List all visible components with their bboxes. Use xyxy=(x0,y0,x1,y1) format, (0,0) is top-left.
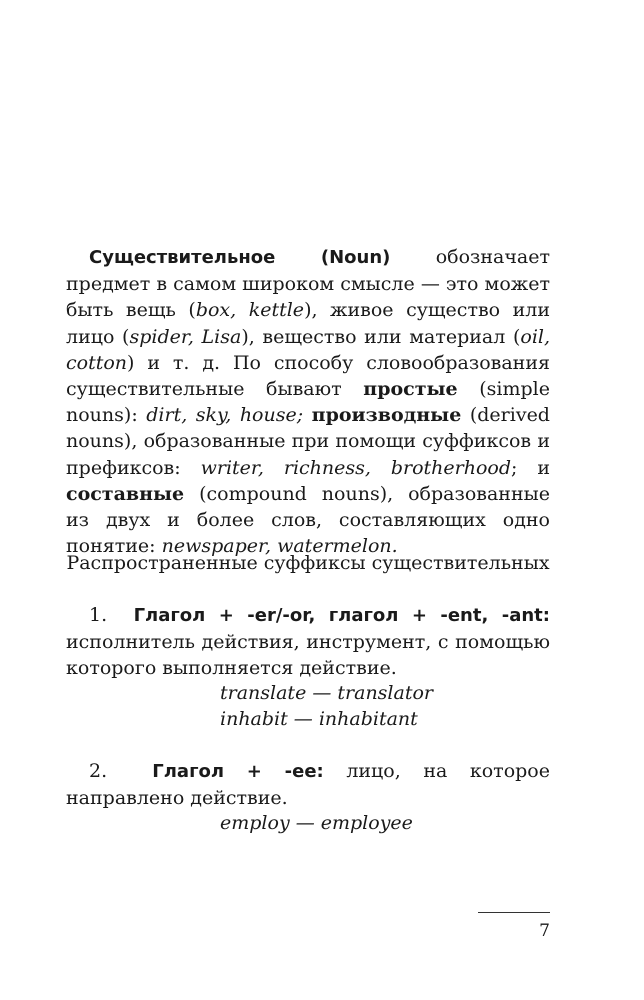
example-things: box, kettle xyxy=(195,299,305,322)
text-segment xyxy=(303,404,312,426)
example-compound: newspaper, watermelon. xyxy=(161,535,398,558)
text-segment: ), живое существо или лицо ( xyxy=(66,299,551,348)
item-number: 1. xyxy=(89,604,108,626)
term-noun: Существительное (Noun) xyxy=(89,247,391,268)
item-description: лицо, на которое направлено действие. xyxy=(66,760,550,810)
text-segment: (derived nouns), образованные при помощи суффиксов и префиксов: xyxy=(66,404,550,479)
item-rule: Глагол + -ee: xyxy=(152,761,324,782)
item-rule: Глагол + -er/-or, глагол + -ent, -ant: xyxy=(133,605,550,626)
suffix-item-2 xyxy=(66,758,550,811)
simple-nouns-label: простые xyxy=(363,378,458,401)
page-number: 7 xyxy=(539,921,550,941)
item-number: 2. xyxy=(89,760,108,782)
text-segment: ) и т. д. По способу словообразования существительные бывают xyxy=(66,351,550,401)
text-segment: (simple nouns): xyxy=(66,378,550,427)
example-derived: writer, richness, brotherhood xyxy=(200,456,512,479)
text-segment: (compound nouns), образованные из двух и более слов, составляющих одно понятие: xyxy=(66,482,550,558)
footer-rule xyxy=(478,912,550,913)
example-simple: dirt, sky, house; xyxy=(146,404,304,427)
example-pair: inhabit — inhabitant xyxy=(220,708,418,730)
text-segment: ; и xyxy=(511,456,551,479)
example-materials: oil, cotton xyxy=(66,325,551,374)
text-segment: ), вещество или материал ( xyxy=(241,325,521,348)
item-description: исполнитель действия, инструмент, с помощью которого выполняется действие. xyxy=(66,631,550,680)
noun-definition-paragraph xyxy=(66,244,550,559)
section-heading: Распространенные суффиксы существительных xyxy=(66,552,550,574)
compound-nouns-label: составные xyxy=(66,482,185,505)
text-segment: обозначает предмет в самом широком смысле — это может быть вещь ( xyxy=(66,246,551,322)
example-pair: translate — translator xyxy=(220,682,433,704)
example-beings: spider, Lisa xyxy=(129,325,242,348)
suffix-item-1 xyxy=(66,602,550,682)
derived-nouns-label: производные xyxy=(311,404,462,427)
example-pair: employ — employee xyxy=(220,812,413,834)
